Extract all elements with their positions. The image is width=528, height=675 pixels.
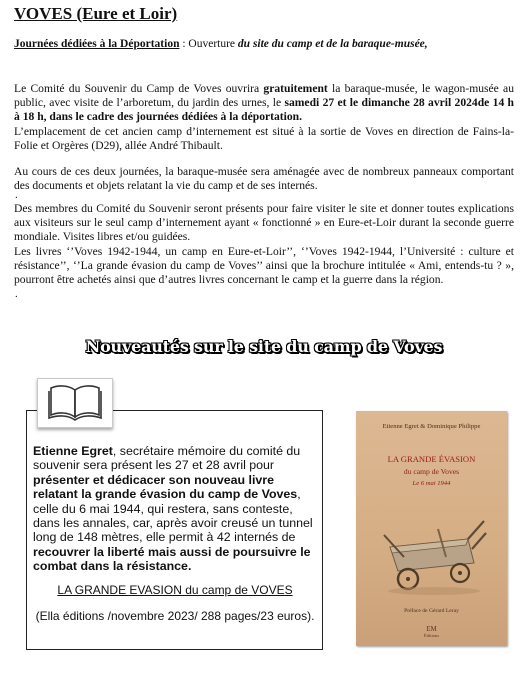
- page-title: VOVES (Eure et Loir): [14, 4, 178, 23]
- subtitle-separator: : Ouverture: [179, 38, 238, 50]
- dot-separator: .: [15, 189, 18, 201]
- author-name: Etienne Egret: [33, 444, 113, 458]
- book-title-link[interactable]: LA GRANDE EVASION du camp de VOVES: [57, 583, 293, 597]
- description-bold-2: recouvrer la liberté mais aussi de poursuivre le combat dans la résistance.: [33, 544, 311, 574]
- para1-bold-1: gratuitement: [263, 82, 328, 95]
- edition-info: (Ella éditions /novembre 2023/ 288 pages/23 euros).: [35, 609, 315, 623]
- dot-separator-2: .: [15, 288, 18, 300]
- paragraph-books: Les livres ‘’Voves 1942-1944, un camp en Eure-et-Loir’’, ‘’Voves 1942-1944, l’Université : culture et résistance’’, ‘’La grande évasion du camp de Voves’’ ainsi que la brochure intitulée « Ami, entends-tu ? », pourront être achetés ainsi que d’autres livres concernant le camp et la guerre dans la région.: [14, 245, 514, 287]
- book-cover: [356, 411, 507, 646]
- para1-text-2: la baraque-musée, le wagon-musée au public, avec visite de l’arboretum, du jardin des urnes, le: [14, 82, 514, 110]
- cover-preface: Préface de Gérard Leray: [404, 608, 459, 614]
- publisher-logo: EM: [426, 625, 437, 633]
- description-bold-1: présenter et dédicacer son nouveau livre relatant la grande évasion du camp de Voves: [33, 472, 298, 502]
- subtitle-label: Journées dédiées à la Déportation: [14, 38, 180, 50]
- description-text-1: , secrétaire mémoire du comité du souvenir sera présent les 27 et 28 avril pour: [33, 444, 301, 473]
- para1-text-1: Le Comité du Souvenir du Camp de Voves ouvrira: [14, 82, 264, 95]
- subtitle-line: [14, 38, 428, 50]
- paragraph-exhibition: Au cours de ces deux journées, la baraque-musée sera aménagée avec de nombreux panneaux comportant des documents et objets relatant la vie du camp et de ses internés.: [14, 165, 514, 193]
- book-tile: [37, 378, 113, 428]
- cover-title: LA GRANDE ÉVASION: [387, 454, 476, 464]
- cover-authors: Etienne Egret & Dominique Philippe: [382, 423, 481, 430]
- paragraph-visits: Des membres du Comité du Souvenir seront présents pour faire visiter le site et donner toutes explications aux visiteurs sur le seul camp d’internement ayant « fonctionné » en Eure-et-Loir durant la seconde guerre mondiale. Visites libres et/ou guidées.: [14, 202, 514, 244]
- cover-publisher: Éditions: [423, 633, 440, 638]
- para1-text-3: L’emplacement de cet ancien camp d’internement est situé à la sortie de Voves en direction de Fains-la-Folie et Orgères (D29), allée André Thibault.: [14, 124, 514, 152]
- cover-subtitle: du camp de Voves: [403, 467, 460, 476]
- para1-bold-2: samedi 27 et le dimanche 28 avril 2024de 14 h à 18 h, dans le cadre des journées dédiées à la déportation.: [14, 96, 515, 124]
- wheelbarrow-illustration: [376, 499, 488, 599]
- open-book-icon: [46, 382, 104, 422]
- book-description: [33, 444, 318, 574]
- paragraph-intro: [14, 82, 514, 153]
- cover-date: Le 6 mai 1944: [412, 480, 451, 487]
- description-text-2: , celle du 6 mai 1944, qui restera, sans conteste, dans les annales, car, après avoir creusé un tunnel long de 148 mètres, elle permit à 42 internés de: [33, 487, 313, 545]
- subtitle-emphasis: du site du camp et de la baraque-musée,: [237, 38, 428, 50]
- news-banner: Nouveautés sur le site du camp de Voves: [85, 337, 443, 356]
